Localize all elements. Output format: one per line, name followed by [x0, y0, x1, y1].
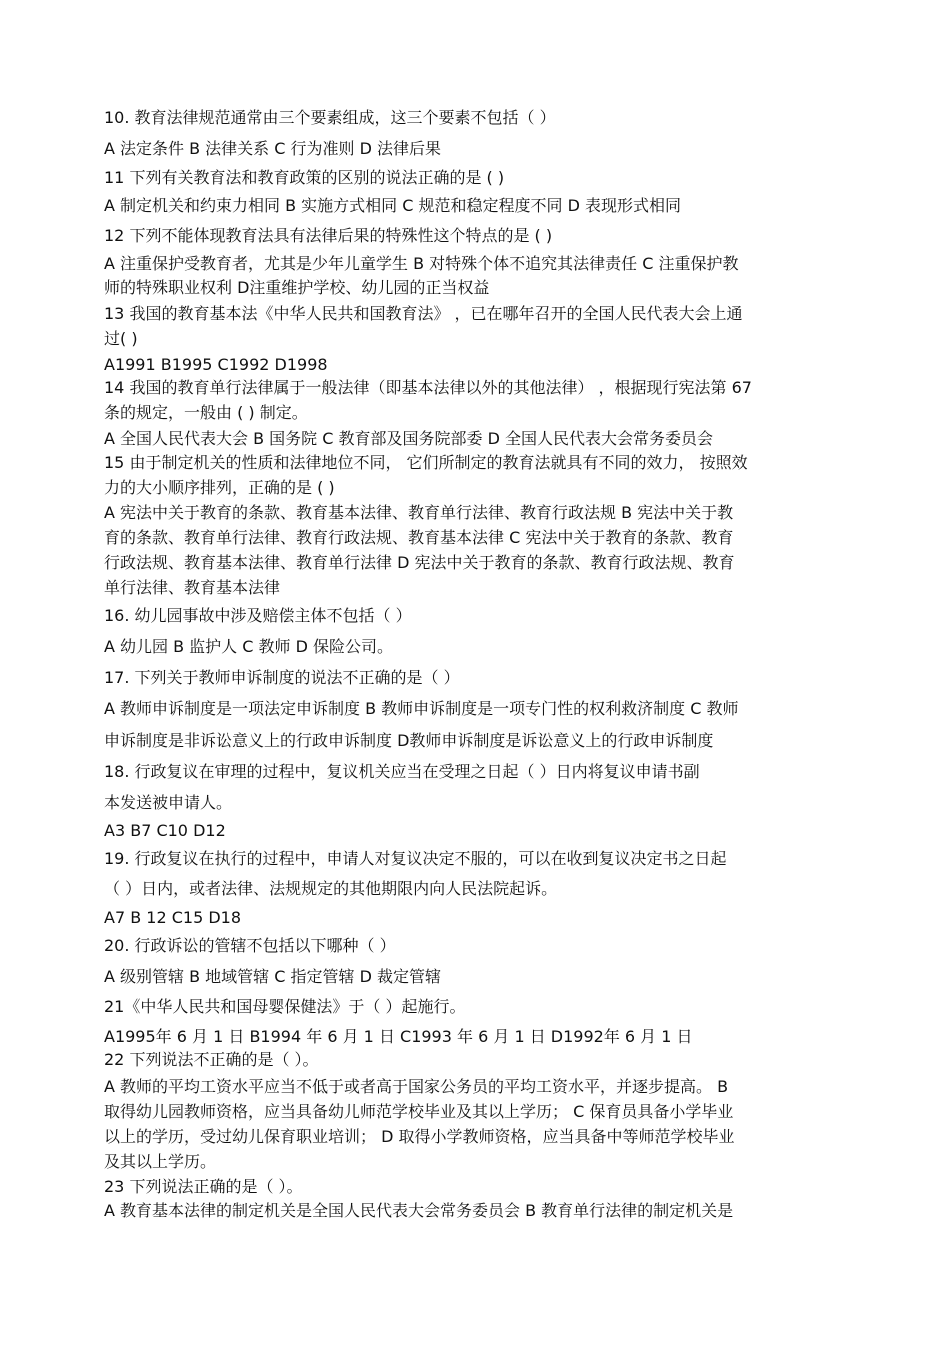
- options-20: A 级别管辖 B 地域管辖 C 指定管辖 D 裁定管辖: [104, 967, 442, 986]
- question-14-line-2: 条的规定，一般由 ( ) 制定。: [104, 403, 308, 422]
- options-11: A 制定机关和约束力相同 B 实施方式相同 C 规范和稳定程度不同 D 表现形式相同: [104, 196, 682, 215]
- options-18: A3 B7 C10 D12: [104, 821, 226, 840]
- question-21: 21《中华人民共和国母婴保健法》于（ ）起施行。: [104, 997, 466, 1016]
- question-14-line-1: 14 我国的教育单行法律属于一般法律（即基本法律以外的其他法律） ，根据现行宪法第 67: [104, 378, 752, 397]
- question-15-line-1: 15 由于制定机关的性质和法律地位不同， 它们所制定的教育法就具有不同的效力， 按照效: [104, 453, 748, 472]
- question-19-line-2: （ ）日内，或者法律、法规规定的其他期限内向人民法院起诉。: [104, 879, 558, 898]
- question-20: 20. 行政诉讼的管辖不包括以下哪种（ ）: [104, 936, 396, 955]
- options-16: A 幼儿园 B 监护人 C 教师 D 保险公司。: [104, 637, 394, 656]
- question-16: 16. 幼儿园事故中涉及赔偿主体不包括（ ）: [104, 606, 412, 625]
- question-19-line-1: 19. 行政复议在执行的过程中，申请人对复议决定不服的，可以在收到复议决定书之日起: [104, 849, 727, 868]
- options-15-line-1: A 宪法中关于教育的条款、教育基本法律、教育单行法律、教育行政法规 B 宪法中关于教: [104, 503, 734, 522]
- options-22-line-3: 以上的学历，受过幼儿保育职业培训； D 取得小学教师资格，应当具备中等师范学校毕业: [104, 1127, 735, 1146]
- options-21: A1995年 6 月 1 日 B1994 年 6 月 1 日 C1993 年 6 月 1 日 D1992年 6 月 1 日: [104, 1027, 693, 1046]
- question-18-line-1: 18. 行政复议在审理的过程中，复议机关应当在受理之日起（ ）日内将复议申请书副: [104, 762, 700, 781]
- options-15-line-4: 单行法律、教育基本法律: [104, 578, 281, 597]
- options-17-line-1: A 教师申诉制度是一项法定申诉制度 B 教师申诉制度是一项专门性的权利救济制度 C 教师: [104, 699, 739, 718]
- options-22-line-1: A 教师的平均工资水平应当不低于或者高于国家公务员的平均工资水平，并逐步提高。 B: [104, 1077, 729, 1096]
- options-15-line-3: 行政法规、教育基本法律、教育单行法律 D 宪法中关于教育的条款、教育行政法规、教育: [104, 553, 735, 572]
- options-12-line-1: A 注重保护受教育者，尤其是少年儿童学生 B 对特殊个体不追究其法律责任 C 注重保护教: [104, 254, 739, 273]
- options-15-line-2: 育的条款、教育单行法律、教育行政法规、教育基本法律 C 宪法中关于教育的条款、教育: [104, 528, 734, 547]
- question-11: 11 下列有关教育法和教育政策的区别的说法正确的是 ( ): [104, 168, 505, 187]
- options-13: A1991 B1995 C1992 D1998: [104, 355, 328, 374]
- question-23: 23 下列说法正确的是（ ）。: [104, 1177, 303, 1196]
- question-13-line-2: 过( ): [104, 329, 138, 348]
- question-13-line-1: 13 我国的教育基本法《中华人民共和国教育法》 ，已在哪年召开的全国人民代表大会上通: [104, 304, 743, 323]
- options-19: A7 B 12 C15 D18: [104, 908, 242, 927]
- question-12: 12 下列不能体现教育法具有法律后果的特殊性这个特点的是 ( ): [104, 226, 553, 245]
- options-12-line-2: 师的特殊职业权利 D注重维护学校、幼儿园的正当权益: [104, 278, 490, 297]
- options-22-line-4: 及其以上学历。: [104, 1152, 217, 1171]
- question-22: 22 下列说法不正确的是（ ）。: [104, 1050, 319, 1069]
- options-22-line-2: 取得幼儿园教师资格，应当具备幼儿师范学校毕业及其以上学历； C 保育员具备小学毕业: [104, 1102, 734, 1121]
- options-17-line-2: 申诉制度是非诉讼意义上的行政申诉制度 D教师申诉制度是诉讼意义上的行政申诉制度: [104, 731, 714, 750]
- question-10: 10. 教育法律规范通常由三个要素组成，这三个要素不包括（ ）: [104, 108, 556, 127]
- options-14: A 全国人民代表大会 B 国务院 C 教育部及国务院部委 D 全国人民代表大会常务委员会: [104, 429, 714, 448]
- question-17: 17. 下列关于教师申诉制度的说法不正确的是（ ）: [104, 668, 460, 687]
- options-10: A 法定条件 B 法律关系 C 行为准则 D 法律后果: [104, 139, 442, 158]
- options-23-line-1: A 教育基本法律的制定机关是全国人民代表大会常务委员会 B 教育单行法律的制定机关是: [104, 1201, 734, 1220]
- question-15-line-2: 力的大小顺序排列，正确的是 ( ): [104, 478, 335, 497]
- question-18-line-2: 本发送被申请人。: [104, 793, 233, 812]
